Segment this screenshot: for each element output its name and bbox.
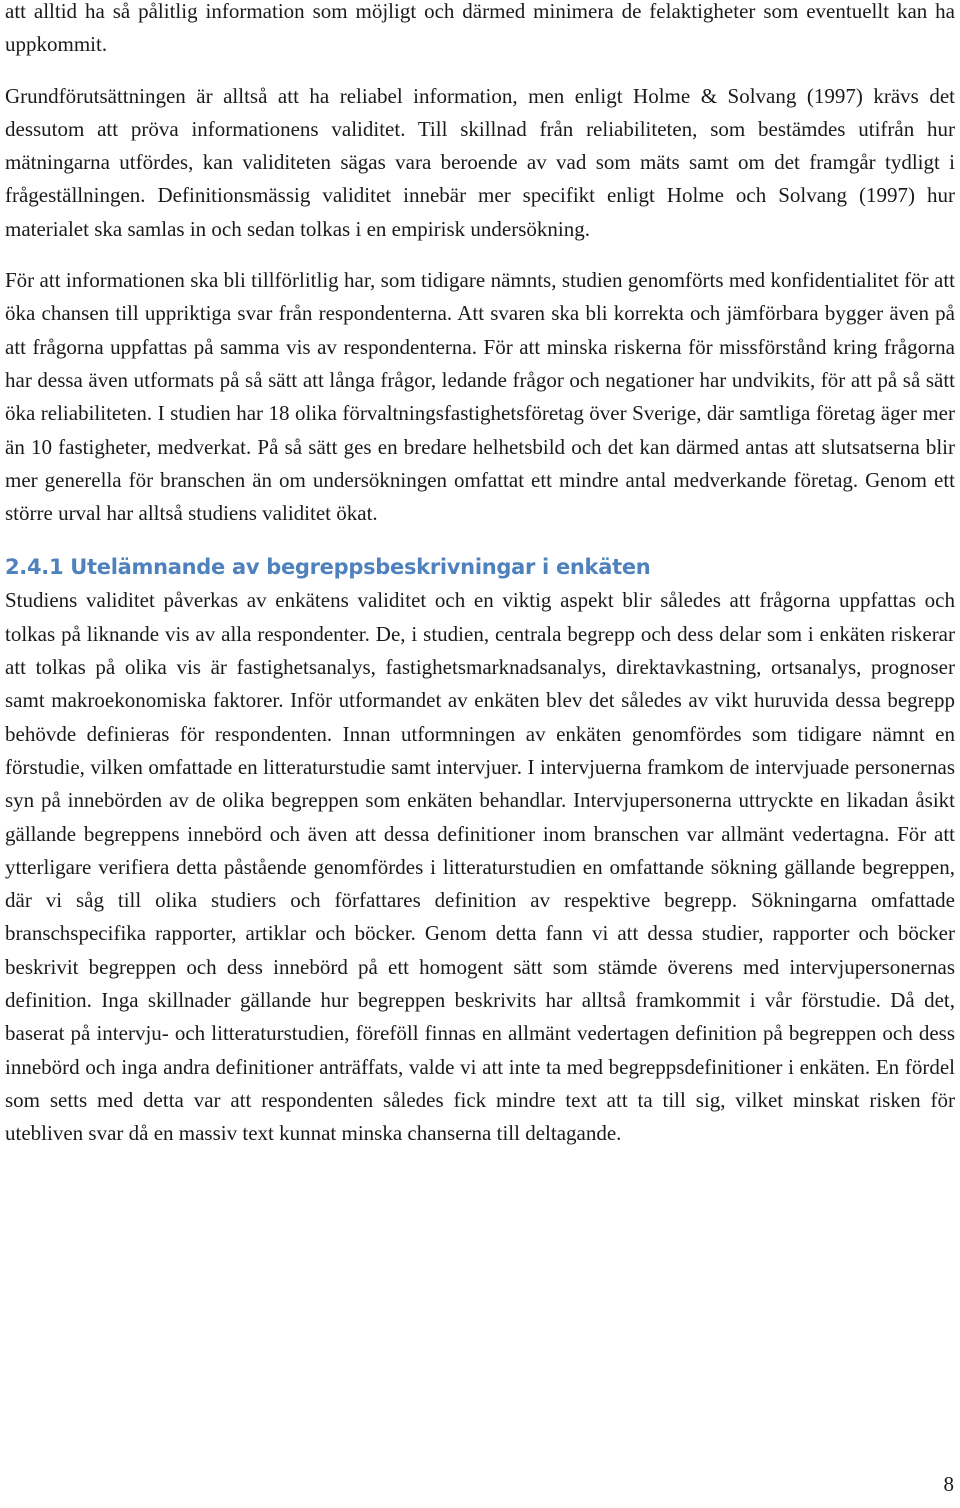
document-page — [5, 0, 955, 1151]
paragraph-reliability: För att informationen ska bli tillförlitlig har, som tidigare nämnts, studien genomförts med konfidentialitet för att öka chansen till uppriktiga svar från respondenterna. Att svaren ska bli korrekta och jämförbara bygger även på att frågorna uppfattas på samma vis av respondenterna. För att minska riskerna för missförstånd kring frågorna har dessa även utformats på så sätt att långa frågor, ledande frågor och negationer har undvikits, för att på så sätt öka reliabiliteten. I studien har 18 olika förvaltningsfastighetsföretag över Sverige, där samtliga företag äger mer än 10 fastigheter, medverkat. På så sätt ges en bredare helhetsbild och det kan därmed antas att slutsatserna blir mer generella för branschen än om undersökningen omfattat ett mindre antal medverkande företag. Genom ett större urval har alltså studiens validitet ökat. — [5, 268, 955, 526]
paragraph-continuation: att alltid ha så pålitlig information som möjligt och därmed minimera de felaktigheter som eventuellt kan ha uppkommit. — [5, 0, 955, 57]
section-heading: 2.4.1 Utelämnande av begreppsbeskrivningar i enkäten — [5, 555, 651, 580]
paragraph-validity: Grundförutsättningen är alltså att ha reliabel information, men enligt Holme & Solvang (1997) krävs det dessutom att pröva informationens validitet. Till skillnad från reliabiliteten, som bestämdes utifrån hur mätningarna utfördes, kan validiteten sägas vara beroende av vad som mäts samt om det framgår tydligt i frågeställningen. Definitionsmässig validitet innebär mer specifikt enligt Holme och Solvang (1997) hur materialet ska samlas in och sedan tolkas i en empirisk undersökning. — [5, 83, 955, 241]
page-number: 8 — [943, 1472, 954, 1496]
paragraph-section-body: Studiens validitet påverkas av enkätens validitet och en viktig aspekt blir således att frågorna uppfattas och tolkas på liknande vis av alla respondenter. De, i studien, centrala begrepp och dess delar som i enkäten riskerar att tolkas på olika vis är fastighetsanalys, fastighetsmarknadsanalys, direktavkastning, ortsanalys, prognoser samt makroekonomiska faktorer. Inför utformandet av enkäten blev det således av vikt huruvida dessa begrepp behövde definieras för respondenten. Innan utformningen av enkäten genomfördes som tidigare nämnt en förstudie, vilken omfattade en litteraturstudie samt intervjuer. I intervjuerna framkom de intervjuade personernas syn på innebörden av de olika begreppen som enkäten behandlar. Intervjupersonerna uttryckte en likadan åsikt gällande begreppens innebörd och även att dessa definitioner inom branschen var allmänt vedertagna. För att ytterligare verifiera detta påstående genomfördes i litteraturstudien en omfattande sökning gällande begreppen, där vi såg till olika studiers och författares definition av respektive begrepp. Sökningarna omfattade branschspecifika rapporter, artiklar och böcker. Genom detta fann vi att dessa studier, rapporter och böcker beskrivit begreppen och dess innebörd på ett homogent sätt som stämde överens med intervjupersonernas definition. Inga skillnader gällande hur begreppen beskrivits har alltså framkommit i vår förstudie. Då det, baserat på intervju- och litteraturstudien, föreföll finnas en allmänt vedertagen definition på begreppen och dess innebörd och inga andra definitioner anträffats, valde vi att inte ta med begreppsdefinitioner i enkäten. En fördel som setts med detta var att respondenten således fick mindre text att ta till sig, vilket minskat risken för utebliven svar då en massiv text kunnat minska chanserna till deltagande. — [5, 588, 955, 1146]
